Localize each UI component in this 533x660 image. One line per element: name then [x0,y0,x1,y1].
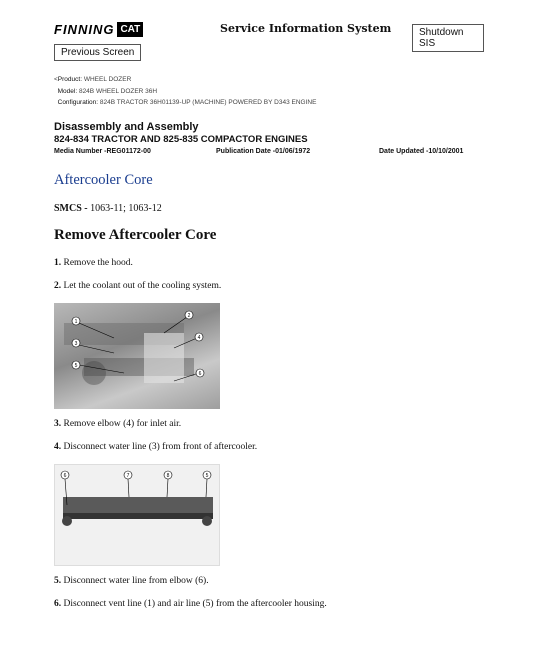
fig1-callout-4: 4 [197,335,201,341]
fig2-callout-8: 8 [166,473,170,479]
fig1-callout-5: 5 [74,363,78,369]
step-2: 2. Let the coolant out of the cooling system. [54,281,222,291]
page-header [54,18,484,66]
fig1-callout-3: 3 [74,341,78,347]
previous-screen-button[interactable]: Previous Screen [54,44,141,61]
aftercooler-photo-figure [54,464,220,566]
page-title: Aftercooler Core [54,172,153,188]
step-3: 3. Remove elbow (4) for inlet air. [54,419,182,429]
engine-photo-figure [54,303,220,409]
step-5: 5. Disconnect water line from elbow (6). [54,576,209,586]
model-line: Model: 824B WHEEL DOZER 36H [57,87,158,95]
configuration-line: Configuration: 824B TRACTOR 36H01139-UP (MACHINE) POWERED BY D343 ENGINE [57,99,317,106]
app-title: Service Information System [220,22,392,35]
product-line: <Product: WHEEL DOZER [54,76,132,83]
media-number: Media Number -REG01172-00 [54,148,151,155]
publication-date: Publication Date -01/06/1972 [216,148,311,155]
date-updated: Date Updated -10/10/2001 [379,148,464,155]
procedure-title: Remove Aftercooler Core [54,227,217,243]
product-meta [54,74,316,109]
smcs-codes: SMCS - 1063-11; 1063-12 [54,203,162,214]
publication-row [54,148,484,160]
step-1: 1. Remove the hood. [54,258,133,268]
section-subtitle: 824-834 TRACTOR AND 825-835 COMPACTOR ENGINES [54,134,308,145]
fig1-callout-2: 2 [187,313,191,319]
step-4: 4. Disconnect water line (3) from front of aftercooler. [54,442,258,452]
shutdown-sis-button[interactable]: Shutdown SIS [412,24,484,52]
section-title: Disassembly and Assembly [54,121,199,133]
fig2-callout-5: 5 [205,473,209,479]
cat-badge: CAT [117,22,143,37]
logo-text: FINNING [54,22,115,37]
finning-cat-logo [54,22,143,37]
step-6: 6. Disconnect vent line (1) and air line (5) from the aftercooler housing. [54,599,327,609]
section-header [54,121,484,160]
fig1-callout-1: 1 [74,319,78,325]
fig2-callout-6: 6 [63,473,67,479]
fig2-callout-7: 7 [126,473,130,479]
fig1-callout-6: 6 [198,371,202,377]
